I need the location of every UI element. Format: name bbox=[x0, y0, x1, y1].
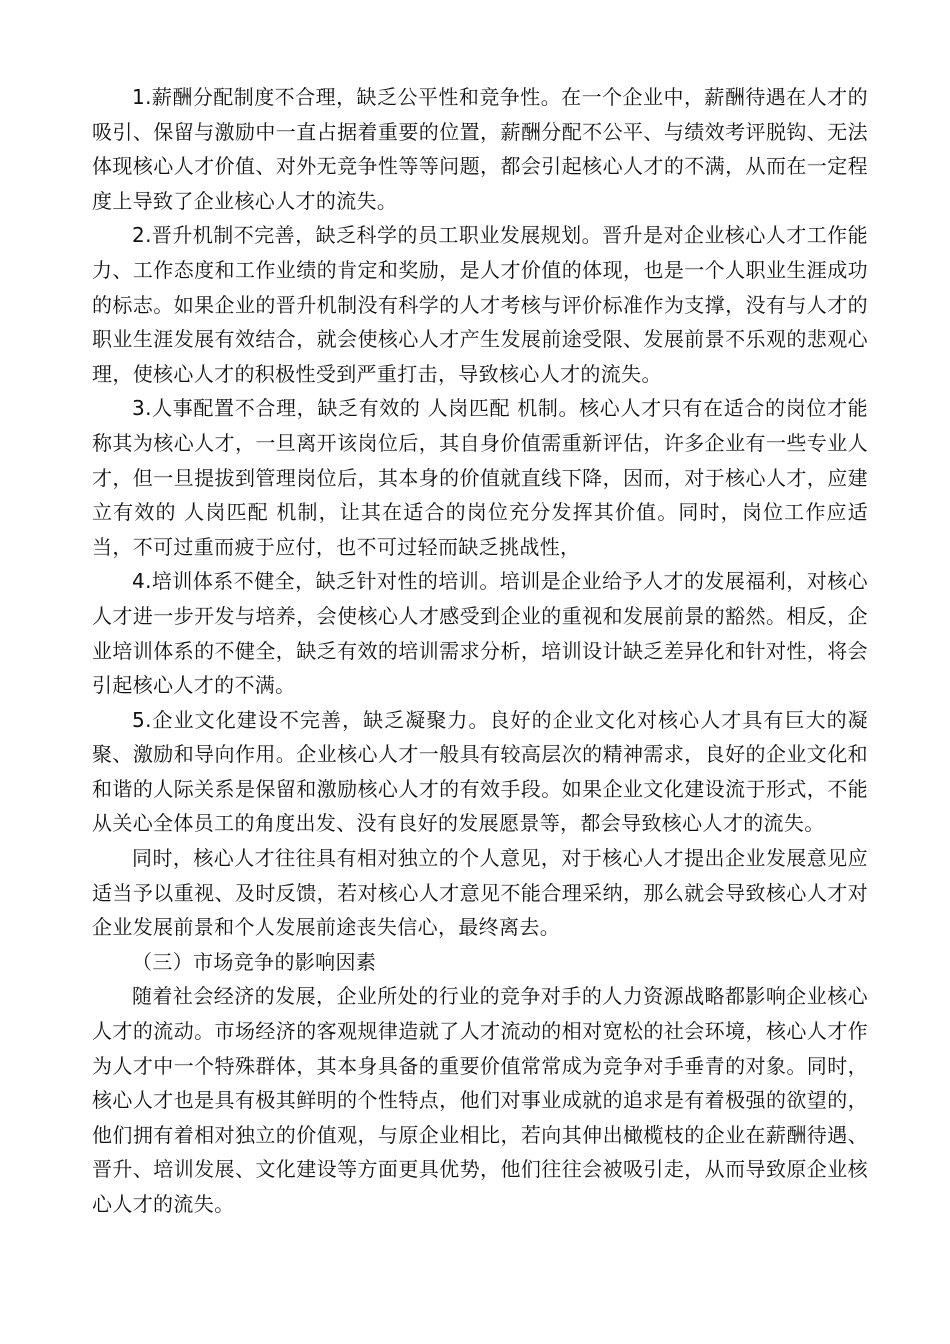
item-number: 4. bbox=[132, 569, 152, 594]
item-number: 5. bbox=[132, 707, 152, 732]
paragraph-text: 培训体系不健全，缺乏针对性的培训。培训是企业给予人才的发展福利，对核心人才进一步开发与培养，会使核心人才感受到企业的重视和发展前景的豁然。相反，企业培训体系的不健全，缺乏有效的培训需求分析，培训设计缺乏差异化和针对性，将会引起核心人才的不满。 bbox=[92, 569, 868, 698]
item-number: 2. bbox=[132, 223, 152, 248]
paragraph-promotion bbox=[92, 218, 868, 391]
paragraph-market-competition: 随着社会经济的发展，企业所处的行业的竞争对手的人力资源战略都影响企业核心人才的流动。市场经济的客观规律造就了人才流动的相对宽松的社会环境，核心人才作为人才中一个特殊群体，其本身具备的重要价值常常成为竞争对手垂青的对象。同时，核心人才也是具有极其鲜明的个性特点，他们对事业成就的追求是有着极强的欲望的，他们拥有着相对独立的价值观，与原企业相比，若向其伸出橄榄枝的企业在薪酬待遇、晋升、培训发展、文化建设等方面更具优势，他们往往会被吸引走，从而导致原企业核心人才的流失。 bbox=[92, 984, 868, 1216]
paragraph-staffing bbox=[92, 391, 868, 564]
paragraph-text: 同时，核心人才往往具有相对独立的个人意见，对于核心人才提出企业发展意见应适当予以重视、及时反馈，若对核心人才意见不能合理采纳，那么就会导致核心人才对企业发展前景和个人发展前途丧失信心，最终离去。 bbox=[92, 846, 868, 940]
paragraph-text: 薪酬分配制度不合理，缺乏公平性和竞争性。在一个企业中，薪酬待遇在人才的吸引、保留与激励中一直占据着重要的位置，薪酬分配不公平、与绩效考评脱钩、无法体现核心人才价值、对外无竞争性等等问题，都会引起核心人才的不满，从而在一定程度上导致了企业核心人才的流失。 bbox=[92, 85, 868, 213]
paragraph-opinions bbox=[92, 841, 868, 945]
document-page bbox=[92, 80, 868, 1222]
paragraph-text: 晋升机制不完善，缺乏科学的员工职业发展规划。晋升是对企业核心人才工作能力、工作态度和工作业绩的肯定和奖励，是人才价值的体现，也是一个人职业生涯成功的标志。如果企业的晋升机制没有科学的人才考核与评价标准作为支撑，没有与人才的职业生涯发展有效结合，就会使核心人才产生发展前途受限、发展前景不乐观的悲观心理，使核心人才的积极性受到严重打击，导致核心人才的流失。 bbox=[92, 223, 868, 386]
paragraph-training bbox=[92, 564, 868, 702]
item-number: 3. bbox=[132, 396, 152, 421]
item-number: 1. bbox=[132, 85, 152, 109]
section-heading: （三）市场竞争的影响因素 bbox=[132, 949, 377, 974]
paragraph-salary bbox=[92, 80, 868, 218]
paragraph-text: 人事配置不合理，缺乏有效的 人岗匹配 机制。核心人才只有在适合的岗位才能称其为核心人才，一旦离开该岗位后，其自身价值需重新评估，许多企业有一些专业人才，但一旦提拔到管理岗位后，其本身的价值就直线下降，因而，对于核心人才，应建立有效的 人岗匹配 机制，让其在适合的岗位充分发挥其价值。同时，岗位工作应适当，不可过重而疲于应付，也不可过轻而缺乏挑战性， bbox=[92, 396, 868, 559]
paragraph-text: 企业文化建设不完善，缺乏凝聚力。良好的企业文化对核心人才具有巨大的凝聚、激励和导向作用。企业核心人才一般具有较高层次的精神需求，良好的企业文化和和谐的人际关系是保留和激励核心人才的有效手段。如果企业文化建设流于形式，不能从关心全体员工的角度出发、没有良好的发展愿景等，都会导致核心人才的流失。 bbox=[92, 707, 868, 836]
paragraph-culture bbox=[92, 703, 868, 841]
